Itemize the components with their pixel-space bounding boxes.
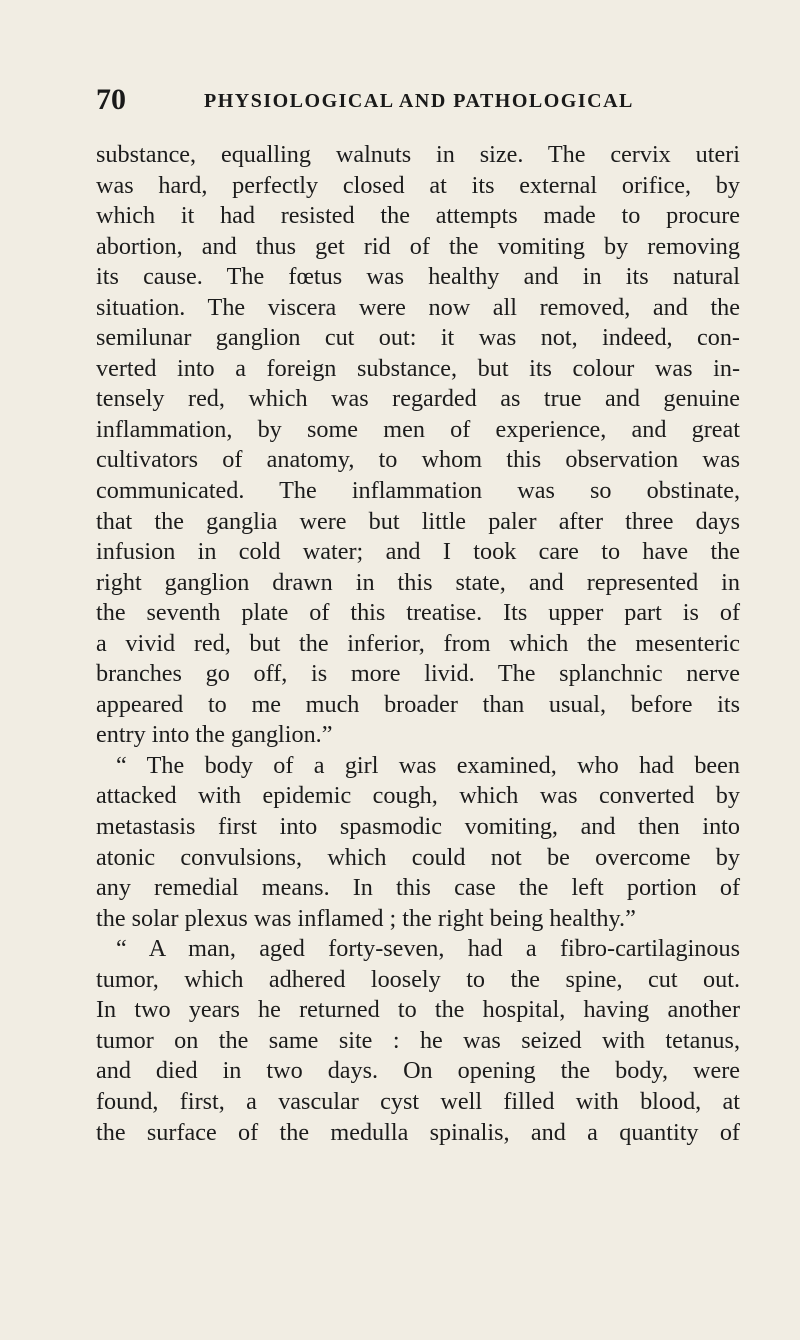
text-line: attacked with epidemic cough, which was converted by — [96, 782, 740, 810]
page-header — [96, 82, 736, 122]
text-line: atonic convulsions, which could not be overcome by — [96, 843, 740, 871]
text-line: verted into a foreign substance, but its colour was in- — [96, 354, 740, 382]
text-line: appeared to me much broader than usual, before its — [96, 690, 740, 718]
text-line: tumor on the same site : he was seized with tetanus, — [96, 1026, 740, 1054]
text-line: which it had resisted the attempts made to procure — [96, 202, 740, 230]
text-line: any remedial means. In this case the left portion of — [96, 874, 740, 902]
text-line: right ganglion drawn in this state, and represented in — [96, 568, 740, 596]
running-head: PHYSIOLOGICAL AND PATHOLOGICAL — [204, 90, 634, 112]
body-text — [96, 140, 740, 1148]
text-line: “ The body of a girl was examined, who had been — [116, 751, 740, 779]
text-line: inflammation, by some men of experience, and great — [96, 415, 740, 443]
text-line: the surface of the medulla spinalis, and a quantity of — [96, 1118, 740, 1146]
text-line: that the ganglia were but little paler after three days — [96, 507, 740, 535]
text-line: substance, equalling walnuts in size. The cervix uteri — [96, 141, 740, 168]
text-line: In two years he returned to the hospital, having another — [96, 996, 740, 1024]
text-line: branches go off, is more livid. The splanchnic nerve — [96, 660, 740, 688]
text-line: the seventh plate of this treatise. Its upper part is of — [96, 599, 740, 627]
text-line: and died in two days. On opening the body, were — [96, 1057, 740, 1085]
text-line: a vivid red, but the inferior, from which the mesenteric — [96, 629, 740, 657]
text-line: infusion in cold water; and I took care to have the — [96, 538, 740, 566]
text-line: found, first, a vascular cyst well filled with blood, at — [96, 1087, 740, 1115]
text-line: entry into the ganglion.” — [96, 721, 333, 749]
text-line: the solar plexus was inflamed ; the right being healthy.” — [96, 904, 636, 932]
page-number: 70 — [96, 83, 126, 116]
text-line: metastasis first into spasmodic vomiting, and then into — [96, 813, 740, 841]
text-line: tumor, which adhered loosely to the spine, cut out. — [96, 965, 740, 993]
text-line: situation. The viscera were now all removed, and the — [96, 293, 740, 321]
text-line: “ A man, aged forty-seven, had a fibro-cartilaginous — [116, 935, 740, 963]
text-line: cultivators of anatomy, to whom this observation was — [96, 446, 740, 474]
text-line: communicated. The inflammation was so obstinate, — [96, 477, 740, 505]
text-line: was hard, perfectly closed at its external orifice, by — [96, 171, 740, 199]
text-line: abortion, and thus get rid of the vomiting by removing — [96, 232, 740, 260]
text-line: semilunar ganglion cut out: it was not, indeed, con- — [96, 324, 740, 352]
text-line: its cause. The fœtus was healthy and in its natural — [96, 263, 740, 291]
text-line: tensely red, which was regarded as true and genuine — [96, 385, 740, 413]
